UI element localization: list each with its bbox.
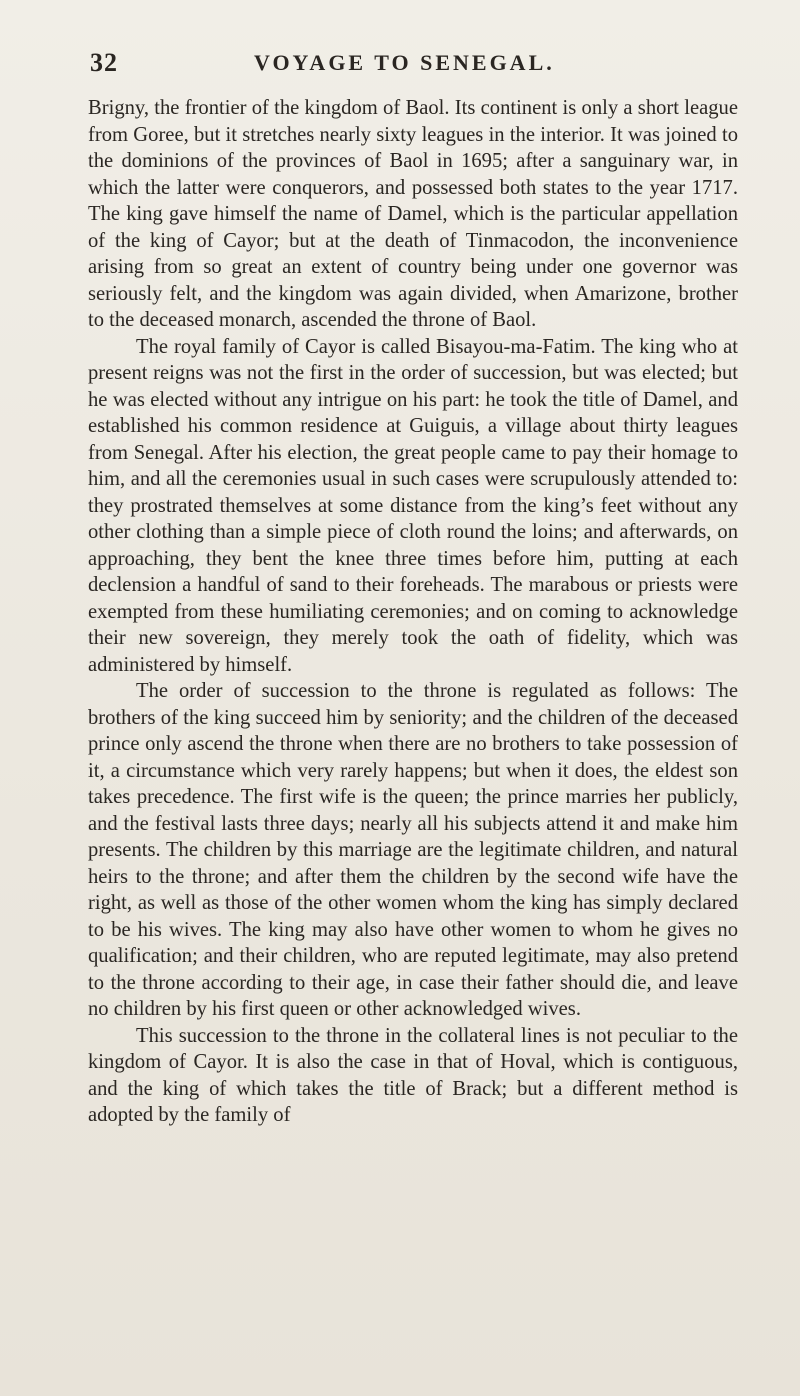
paragraph: Brigny, the frontier of the kingdom of Baol. Its continent is only a short league from Goree, but it stretches nearly sixty leagues in the interior. It was joined to the dominions of the provinces of Baol in 1695; after a sanguinary war, in which the latter were conquerors, and possessed both states to the year 1717. The king gave himself the name of Damel, which is the particular appellation of the king of Cayor; but at the death of Tinmacodon, the inconvenience arising from so great an extent of country being under one governor was seriously felt, and the kingdom was again divided, when Amarizone, brother to the deceased monarch, ascended the throne of Baol. xyxy=(88,97,738,331)
page-number: 32 xyxy=(90,48,118,77)
body-text xyxy=(88,95,738,1129)
page-header xyxy=(80,48,740,88)
running-head: VOYAGE TO SENEGAL. xyxy=(254,50,555,75)
paragraph: The royal family of Cayor is called Bisayou-ma-Fatim. The king who at present reigns was not the first in the order of succession, but was elected; but he was elected without any intrigue on his part: he took the title of Damel, and established his common residence at Guiguis, a village about thirty leagues from Senegal. After his election, the great people came to pay their homage to him, and all the ceremonies usual in such cases were scrupulously attended to: they prostrated themselves at some distance from the king’s feet without any other clothing than a simple piece of cloth round the loins; and afterwards, on approaching, they bent the knee three times before him, putting at each declension a handful of sand to their foreheads. The marabous or priests were exempted from these humiliating ceremonies; and on coming to acknowledge their new sovereign, they merely took the oath of fidelity, which was administered by himself. xyxy=(88,335,738,676)
paragraph: This succession to the throne in the collateral lines is not peculiar to the kingdom of Cayor. It is also the case in that of Hoval, which is contiguous, and the king of which takes the title of Brack; but a different method is adopted by the family of xyxy=(88,1024,738,1126)
paragraph: The order of succession to the throne is regulated as follows: The brothers of the king succeed him by seniority; and the children of the deceased prince only ascend the throne when there are no brothers to take possession of it, a circumstance which very rarely happens; but when it does, the eldest son takes precedence. The first wife is the queen; the prince marries her publicly, and the festival lasts three days; nearly all his subjects attend it and make him presents. The children by this marriage are the legitimate children, and natural heirs to the throne; and after them the children by the second wife have the right, as well as those of the other women whom the king has simply declared to be his wives. The king may also have other women to whom he gives no qualification; and their children, who are reputed legitimate, may also pretend to the throne according to their age, in case their father should die, and leave no children by his first queen or other acknowledged wives. xyxy=(88,680,738,1020)
